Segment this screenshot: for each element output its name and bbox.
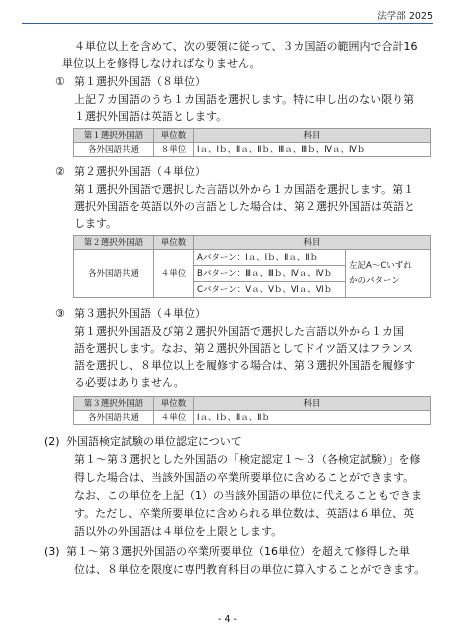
table-header: 単位数	[154, 236, 194, 250]
item1-title: 第１選択外国語（８単位）	[74, 75, 206, 88]
section2-body-4: す。ただし、卒業所要単位に含められる単位数は、英語は６単位、英	[74, 507, 415, 520]
page-number: - 4 -	[218, 614, 237, 625]
section2-body-2: 得した場合は、当該外国語の卒業所要単位に含めることができます。	[74, 471, 415, 484]
item2-number: ②	[55, 165, 65, 178]
table-header: 第２選択外国語	[74, 236, 154, 250]
item3-title: 第３選択外国語（４単位）	[74, 307, 206, 320]
item2-title: 第２選択外国語（４単位）	[74, 165, 206, 178]
item1-body-2: １選択外国語は英語とします。	[74, 110, 228, 123]
item1-number: ①	[55, 75, 65, 88]
pattern-c: Cパターン：Ⅴａ、Ⅴｂ、Ⅵａ、Ⅵｂ	[194, 282, 346, 298]
section3-number: (3)	[44, 545, 60, 558]
section3-line-1: 第１〜第３選択外国語の卒業所要単位（16単位）を超えて修得した単	[66, 545, 410, 558]
table-cell: 各外国語共通	[74, 411, 154, 425]
table-header: 科目	[194, 236, 431, 250]
pattern-b: Bパターン：Ⅲａ、Ⅲｂ、Ⅳａ、Ⅳｂ	[194, 266, 346, 282]
table-cell: ４単位	[154, 411, 194, 425]
table-cell: ４単位	[154, 250, 194, 298]
table-cell: Ⅰａ、Ⅰｂ、Ⅱａ、Ⅱｂ	[194, 411, 431, 425]
item2-body-2: 選択外国語を英語以外の言語とした場合は、第２選択外国語は英語と	[74, 200, 415, 213]
table-header: 第１選択外国語	[74, 129, 154, 143]
item1-table	[73, 128, 431, 157]
item3-table	[73, 396, 431, 425]
pattern-note	[346, 250, 431, 298]
item3-body-3: 語を選択し、８単位以上を履修する場合は、第３選択外国語を履修す	[74, 359, 415, 372]
pattern-note-line-2: かのパターン	[349, 275, 400, 286]
intro-line-2: 単位以上を修得しなければなりません。	[62, 57, 261, 70]
section2-body-5: 語以外の外国語は４単位を上限とします。	[74, 525, 283, 538]
pattern-note-line-1: 左記A〜Cいずれ	[349, 260, 412, 271]
header-title: 法学部 2025	[377, 11, 433, 22]
pattern-a: Aパターン：Ⅰａ、Ⅰｂ、Ⅱａ、Ⅱｂ	[194, 250, 346, 266]
section2-body-1: 第１〜第３選択とした外国語の「検定認定１〜３（各検定試験）」を修	[74, 453, 421, 466]
section2-body-3: なお、この単位を上記（1）の当該外国語の単位に代えることもできま	[74, 489, 422, 502]
table-header: 科目	[194, 397, 431, 411]
table-header: 単位数	[154, 129, 194, 143]
item2-body-3: します。	[74, 217, 118, 230]
table-header: 第３選択外国語	[74, 397, 154, 411]
table-cell: 各外国語共通	[74, 143, 154, 157]
item3-body-2: 語を選択します。なお、第２選択外国語としてドイツ語又はフランス	[74, 342, 414, 355]
table-header: 科目	[194, 129, 431, 143]
intro-line-1: ４単位以上を含めて、次の要領に従って、３カ国語の範囲内で合計16	[74, 40, 418, 53]
section2-number: (2)	[44, 435, 60, 448]
item3-number: ③	[55, 307, 65, 320]
section3-line-2: 位は、８単位を限度に専門教育科目の単位に算入することができます。	[74, 563, 426, 576]
item3-body-4: る必要はありません。	[74, 376, 185, 389]
table-cell: ８単位	[154, 143, 194, 157]
table-header: 単位数	[154, 397, 194, 411]
item1-body-1: 上記７カ国語のうち１カ国語を選択します。特に申し出のない限り第	[74, 93, 415, 106]
header-rule	[22, 23, 433, 24]
table-cell: Ⅰａ、Ⅰｂ、Ⅱａ、Ⅱｂ、Ⅲａ、Ⅲｂ、Ⅳａ、Ⅳｂ	[194, 143, 431, 157]
table-cell: 各外国語共通	[74, 250, 154, 298]
section2-title: 外国語検定試験の単位認定について	[66, 435, 242, 448]
item3-body-1: 第１選択外国語及び第２選択外国語で選択した言語以外から１カ国	[74, 325, 404, 338]
item2-table	[73, 235, 431, 298]
item2-body-1: 第１選択外国語で選択した言語以外から１カ国語を選択します。第１	[74, 183, 415, 196]
